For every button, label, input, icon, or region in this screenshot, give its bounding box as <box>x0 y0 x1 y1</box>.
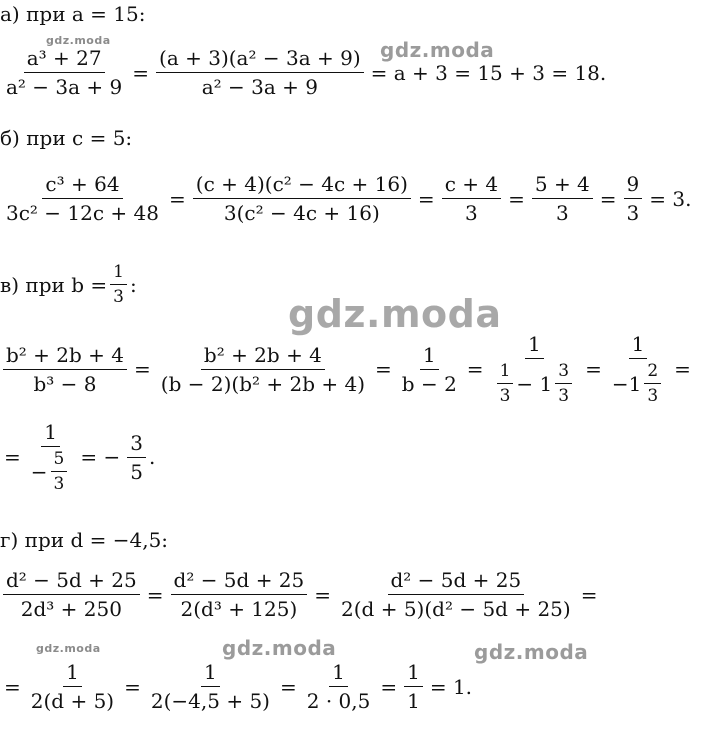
fraction: $\frac{\text{b² + 2b + 4}}{\text{(b − 2)(b² + 2b + 4)}}$ <box>160 342 366 396</box>
caption-v: в) при b = $\frac{1}{3}$ : <box>0 262 137 307</box>
fraction: $\frac{\text{c³ + 64}}{\text{3c² − 12c + 48}}$ <box>6 172 159 225</box>
equation-a: $\frac{\text{a³ + 27}}{\text{a² − 3a + 9}}$ = $\frac{\text{(a + 3)(a² − 3a + 9)}}{\text{a² − 3a + 9}}$ = a + 3 = 15 + 3 = 18. <box>0 46 610 99</box>
fraction: $\frac{3}{5}$ <box>127 431 146 484</box>
fraction: $\frac{1}{3}$ <box>497 361 514 406</box>
fraction: $\frac{1}{2(-4,5 + 5)}$ <box>150 660 270 713</box>
fraction: $\frac{1}{b - 2}$ <box>401 342 457 396</box>
fraction: 1 −1 $\frac{2}{3}$ <box>609 332 667 406</box>
caption-a: а) при a = 15: <box>0 2 146 26</box>
equation-b: $\frac{\text{c³ + 64}}{\text{3c² − 12c + 48}}$ = $\frac{\text{(c + 4)(c² − 4c + 16)}}{\text{3(c² − 4c + 16)}}$ = $\frac{c + 4}{3}$ = $\frac{5 + 4}{3}$ = $\frac{9}{3}$ = 3. <box>0 172 695 225</box>
fraction: $\frac{1}{1}$ <box>404 660 423 713</box>
fraction: 1 $\frac{1}{3}$ − 1 $\frac{3}{3}$ <box>491 332 579 406</box>
watermark: gdz.moda <box>380 38 495 62</box>
watermark: gdz.moda <box>474 640 589 664</box>
fraction: $\frac{3}{3}$ <box>555 361 572 406</box>
fraction: 1 − $\frac{5}{3}$ <box>28 420 74 494</box>
fraction: $\frac{\text{d² − 5d + 25}}{\text{2d³ + 250}}$ <box>3 568 140 621</box>
watermark: gdz.moda <box>288 292 502 336</box>
fraction: $\frac{1}{2(d + 5)}$ <box>30 660 115 713</box>
equation-v-line1: $\frac{\text{b² + 2b + 4}}{\text{b³ − 8}}$ = $\frac{\text{b² + 2b + 4}}{\text{(b − 2)(b² + 2b + 4)}}$ = $\frac{1}{b - 2}$ = 1 $\frac{1}{3}$ − 1 $\frac{3}{3}$ = 1 −1 $\frac{2}{3}$ = <box>0 332 695 406</box>
fraction: $\frac{\text{d² − 5d + 25}}{\text{2(d³ + 125)}}$ <box>171 568 308 621</box>
fraction: $\frac{\text{(c + 4)(c² − 4c + 16)}}{\text{3(c² − 4c + 16)}}$ <box>193 172 411 225</box>
fraction: $\frac{5 + 4}{3}$ <box>532 172 593 225</box>
caption-g: г) при d = −4,5: <box>0 528 169 552</box>
fraction: $\frac{1}{2 \cdot 0,5}$ <box>306 660 371 713</box>
fraction: $\frac{\text{d² − 5d + 25}}{\text{2(d + 5)(d² − 5d + 25)}}$ <box>341 568 571 621</box>
equation-g-line1: $\frac{\text{d² − 5d + 25}}{\text{2d³ + 250}}$ = $\frac{\text{d² − 5d + 25}}{\text{2(d³ + 125)}}$ = $\frac{\text{d² − 5d + 25}}{\text{2(d + 5)(d² − 5d + 25)}}$ = <box>0 568 601 621</box>
fraction: $\frac{c + 4}{3}$ <box>442 172 501 225</box>
fraction: $\frac{\text{a³ + 27}}{\text{a² − 3a + 9}}$ <box>6 46 123 99</box>
fraction: $\frac{9}{3}$ <box>624 172 643 225</box>
fraction: $\frac{5}{3}$ <box>51 449 68 494</box>
fraction: $\frac{1}{3}$ <box>110 262 127 307</box>
equation-g-line2: = $\frac{1}{2(d + 5)}$ = $\frac{1}{2(-4,5 + 5)}$ = $\frac{1}{2 \cdot 0,5}$ = $\frac{1}{1}$ = 1. <box>4 660 473 713</box>
equation-v-line2: = 1 − $\frac{5}{3}$ = − $\frac{3}{5}$ . <box>4 420 156 494</box>
watermark: gdz.moda <box>36 642 101 655</box>
caption-b: б) при c = 5: <box>0 126 133 150</box>
watermark: gdz.moda <box>46 34 111 47</box>
fraction: $\frac{\text{b² + 2b + 4}}{\text{b³ − 8}}$ <box>3 343 127 396</box>
watermark: gdz.moda <box>222 636 337 660</box>
fraction: $\frac{\text{(a + 3)(a² − 3a + 9)}}{\text{a² − 3a + 9}}$ <box>156 46 364 99</box>
fraction: $\frac{2}{3}$ <box>644 361 661 406</box>
